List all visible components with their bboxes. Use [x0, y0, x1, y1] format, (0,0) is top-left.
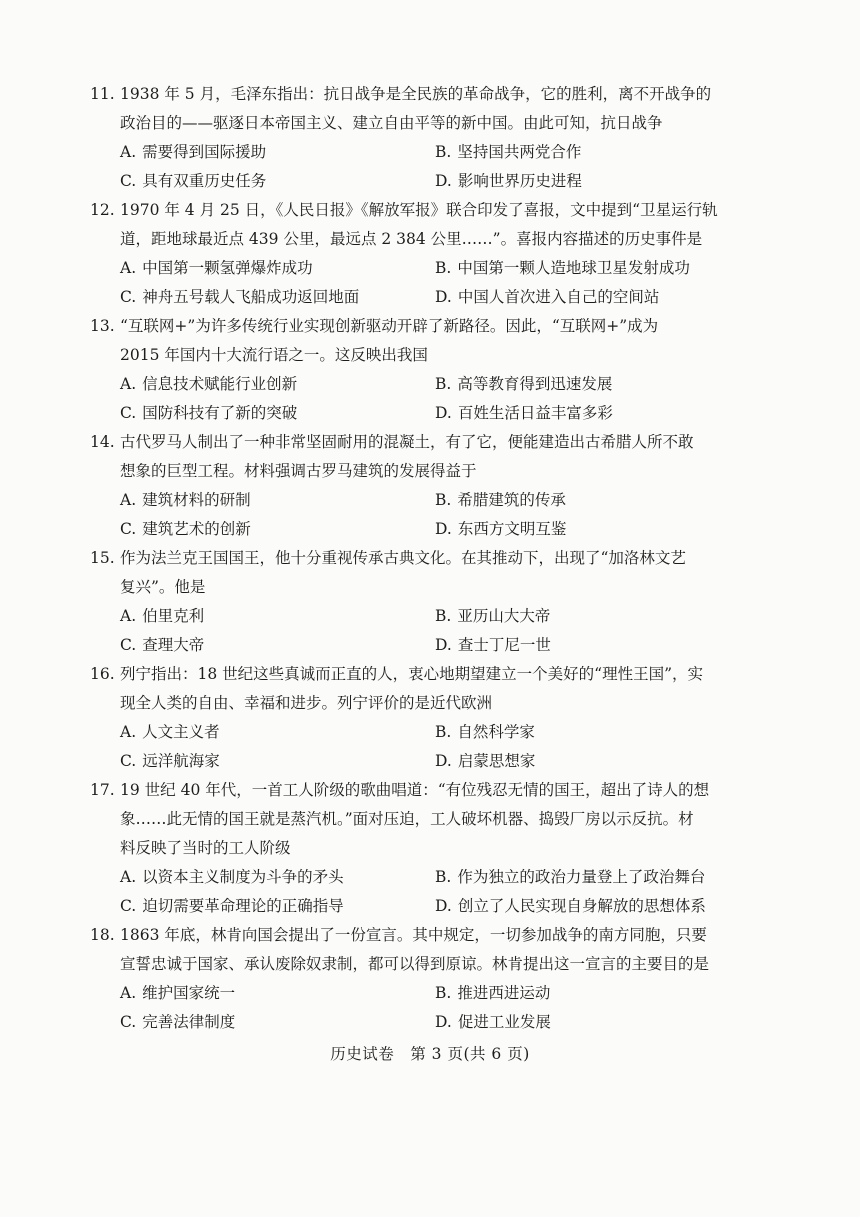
- option-letter: D.: [435, 288, 452, 306]
- question-stem-line: [90, 921, 810, 950]
- question-stem-line: [90, 776, 810, 805]
- question-stem-line: [90, 312, 810, 341]
- option-text: 伯里克利: [142, 607, 205, 625]
- option-text: 查士丁尼一世: [457, 636, 551, 654]
- option-text: 完善法律制度: [142, 1013, 236, 1031]
- question-number: 12.: [90, 201, 115, 219]
- answer-option: [435, 863, 810, 892]
- option-text: 建筑材料的研制: [142, 491, 251, 509]
- question-list: [90, 80, 810, 1037]
- option-letter: A.: [120, 491, 137, 509]
- question-number: 15.: [90, 549, 115, 567]
- question: [90, 776, 810, 921]
- option-letter: A.: [120, 868, 137, 886]
- option-text: 人文主义者: [142, 723, 220, 741]
- question-stem-line: 想象的巨型工程。材料强调古罗马建筑的发展得益于: [120, 462, 477, 480]
- answer-options: [90, 979, 810, 1037]
- option-letter: B.: [435, 984, 452, 1002]
- answer-options: [90, 486, 810, 544]
- question-stem-line: 复兴”。他是: [120, 578, 206, 596]
- question-stem-line: [90, 428, 810, 457]
- option-text: 以资本主义制度为斗争的矛头: [142, 868, 344, 886]
- answer-option: [90, 602, 435, 631]
- answer-option: [90, 370, 435, 399]
- option-text: 查理大帝: [142, 636, 205, 654]
- option-letter: B.: [435, 259, 452, 277]
- answer-option: [435, 167, 810, 196]
- option-letter: C.: [120, 752, 137, 770]
- answer-option: [435, 892, 810, 921]
- answer-options: [90, 863, 810, 921]
- option-letter: A.: [120, 723, 137, 741]
- option-letter: B.: [435, 143, 452, 161]
- question-stem-text: 1970 年 4 月 25 日，《人民日报》《解放军报》联合印发了喜报，文中提到“卫星运行轨: [120, 201, 718, 219]
- question-stem-line: 现全人类的自由、幸福和进步。列宁评价的是近代欧洲: [120, 694, 493, 712]
- answer-options: [90, 602, 810, 660]
- answer-option: [435, 254, 810, 283]
- answer-option: [90, 892, 435, 921]
- option-text: 自然科学家: [457, 723, 535, 741]
- option-letter: C.: [120, 1013, 137, 1031]
- option-text: 迫切需要革命理论的正确指导: [142, 897, 344, 915]
- answer-option: [435, 399, 810, 428]
- option-letter: D.: [435, 172, 452, 190]
- answer-option: [90, 283, 435, 312]
- option-letter: D.: [435, 520, 452, 538]
- question-stem-line: 料反映了当时的工人阶级: [120, 839, 291, 857]
- option-text: 需要得到国际援助: [142, 143, 267, 161]
- answer-option: [435, 747, 810, 776]
- answer-option: [435, 1008, 810, 1037]
- option-letter: C.: [120, 897, 137, 915]
- question-stem-line: [90, 544, 810, 573]
- option-text: 信息技术赋能行业创新: [142, 375, 298, 393]
- answer-option: [90, 1008, 435, 1037]
- option-text: 具有双重历史任务: [142, 172, 267, 190]
- option-text: 中国第一颗人造地球卫星发射成功: [457, 259, 690, 277]
- option-text: 建筑艺术的创新: [142, 520, 251, 538]
- option-letter: A.: [120, 375, 137, 393]
- question: [90, 80, 810, 196]
- option-text: 中国人首次进入自己的空间站: [457, 288, 660, 306]
- answer-options: [90, 370, 810, 428]
- option-letter: C.: [120, 288, 137, 306]
- answer-option: [90, 979, 435, 1008]
- option-letter: C.: [120, 404, 137, 422]
- answer-option: [435, 138, 810, 167]
- option-text: 影响世界历史进程: [457, 172, 582, 190]
- option-text: 百姓生活日益丰富多彩: [457, 404, 613, 422]
- option-letter: A.: [120, 607, 137, 625]
- question-stem-text: 列宁指出：18 世纪这些真诚而正直的人，衷心地期望建立一个美好的“理性王国”，实: [120, 665, 704, 683]
- answer-option: [90, 399, 435, 428]
- option-letter: D.: [435, 752, 452, 770]
- option-text: 神舟五号载人飞船成功返回地面: [142, 288, 360, 306]
- option-letter: D.: [435, 636, 452, 654]
- question: [90, 196, 810, 312]
- option-letter: C.: [120, 172, 137, 190]
- answer-option: [435, 283, 810, 312]
- answer-options: [90, 138, 810, 196]
- option-letter: B.: [435, 868, 452, 886]
- option-letter: B.: [435, 375, 452, 393]
- question-stem-text: 作为法兰克王国国王，他十分重视传承古典文化。在其推动下，出现了“加洛林文艺: [120, 549, 686, 567]
- option-text: 推进西进运动: [457, 984, 551, 1002]
- question-stem-line: [90, 80, 810, 109]
- answer-option: [90, 254, 435, 283]
- question-number: 17.: [90, 781, 115, 799]
- answer-option: [90, 747, 435, 776]
- option-letter: B.: [435, 723, 452, 741]
- question-stem-line: [90, 196, 810, 225]
- option-text: 国防科技有了新的突破: [142, 404, 298, 422]
- answer-option: [90, 718, 435, 747]
- option-letter: C.: [120, 636, 137, 654]
- option-letter: C.: [120, 520, 137, 538]
- option-letter: A.: [120, 259, 137, 277]
- question-stem-line: 宣誓忠诚于国家、承认废除奴隶制，都可以得到原谅。林肯提出这一宣言的主要目的是: [120, 955, 710, 973]
- question-number: 14.: [90, 433, 115, 451]
- answer-options: [90, 718, 810, 776]
- question-number: 16.: [90, 665, 115, 683]
- answer-option: [90, 863, 435, 892]
- answer-option: [90, 138, 435, 167]
- answer-option: [90, 515, 435, 544]
- option-letter: A.: [120, 143, 137, 161]
- question: [90, 660, 810, 776]
- option-letter: D.: [435, 1013, 452, 1031]
- option-text: 希腊建筑的传承: [457, 491, 566, 509]
- option-letter: A.: [120, 984, 137, 1002]
- answer-option: [435, 370, 810, 399]
- question-number: 18.: [90, 926, 115, 944]
- option-letter: D.: [435, 897, 452, 915]
- option-text: 作为独立的政治力量登上了政治舞台: [457, 868, 706, 886]
- question-stem-text: 19 世纪 40 年代，一首工人阶级的歌曲唱道：“有位残忍无情的国王，超出了诗人的想: [120, 781, 710, 799]
- question-stem-line: 政治目的——驱逐日本帝国主义、建立自由平等的新中国。由此可知，抗日战争: [120, 114, 663, 132]
- question-stem-text: 1863 年底，林肯向国会提出了一份宣言。其中规定，一切参加战争的南方同胞，只要: [120, 926, 707, 944]
- answer-option: [90, 486, 435, 515]
- answer-options: [90, 254, 810, 312]
- option-text: 启蒙思想家: [457, 752, 536, 770]
- option-text: 远洋航海家: [142, 752, 220, 770]
- option-text: 促进工业发展: [457, 1013, 551, 1031]
- question-stem-line: 道，距地球最近点 439 公里，最远点 2 384 公里……”。喜报内容描述的历史事件是: [120, 230, 703, 248]
- answer-option: [435, 979, 810, 1008]
- option-text: 中国第一颗氢弹爆炸成功: [142, 259, 313, 277]
- page-footer: 历史试卷 第 3 页(共 6 页): [330, 1045, 530, 1063]
- option-text: 高等教育得到迅速发展: [457, 375, 613, 393]
- option-letter: B.: [435, 491, 452, 509]
- question: [90, 428, 810, 544]
- question: [90, 312, 810, 428]
- option-text: 坚持国共两党合作: [457, 143, 582, 161]
- question-stem-text: “互联网+”为许多传统行业实现创新驱动开辟了新路径。因此，“互联网+”成为: [120, 317, 659, 335]
- answer-option: [435, 718, 810, 747]
- option-text: 创立了人民实现自身解放的思想体系: [457, 897, 706, 915]
- question-number: 11.: [90, 85, 115, 103]
- question-stem-line: 象……此无情的国王就是蒸汽机。”面对压迫，工人破坏机器、捣毁厂房以示反抗。材: [120, 810, 694, 828]
- question-number: 13.: [90, 317, 115, 335]
- answer-option: [435, 515, 810, 544]
- answer-option: [435, 486, 810, 515]
- answer-option: [90, 631, 435, 660]
- option-text: 东西方文明互鉴: [457, 520, 567, 538]
- option-letter: B.: [435, 607, 452, 625]
- answer-option: [435, 602, 810, 631]
- question-stem-line: [90, 660, 810, 689]
- question-stem-text: 1938 年 5 月，毛泽东指出：抗日战争是全民族的革命战争，它的胜利，离不开战争的: [120, 85, 712, 103]
- question: [90, 544, 810, 660]
- answer-option: [90, 167, 435, 196]
- question: [90, 921, 810, 1037]
- option-text: 维护国家统一: [142, 984, 236, 1002]
- question-stem-text: 古代罗马人制出了一种非常坚固耐用的混凝土，有了它，便能建造出古希腊人所不敢: [120, 433, 694, 451]
- question-stem-line: 2015 年国内十大流行语之一。这反映出我国: [120, 346, 428, 364]
- option-letter: D.: [435, 404, 452, 422]
- option-text: 亚历山大大帝: [457, 607, 551, 625]
- answer-option: [435, 631, 810, 660]
